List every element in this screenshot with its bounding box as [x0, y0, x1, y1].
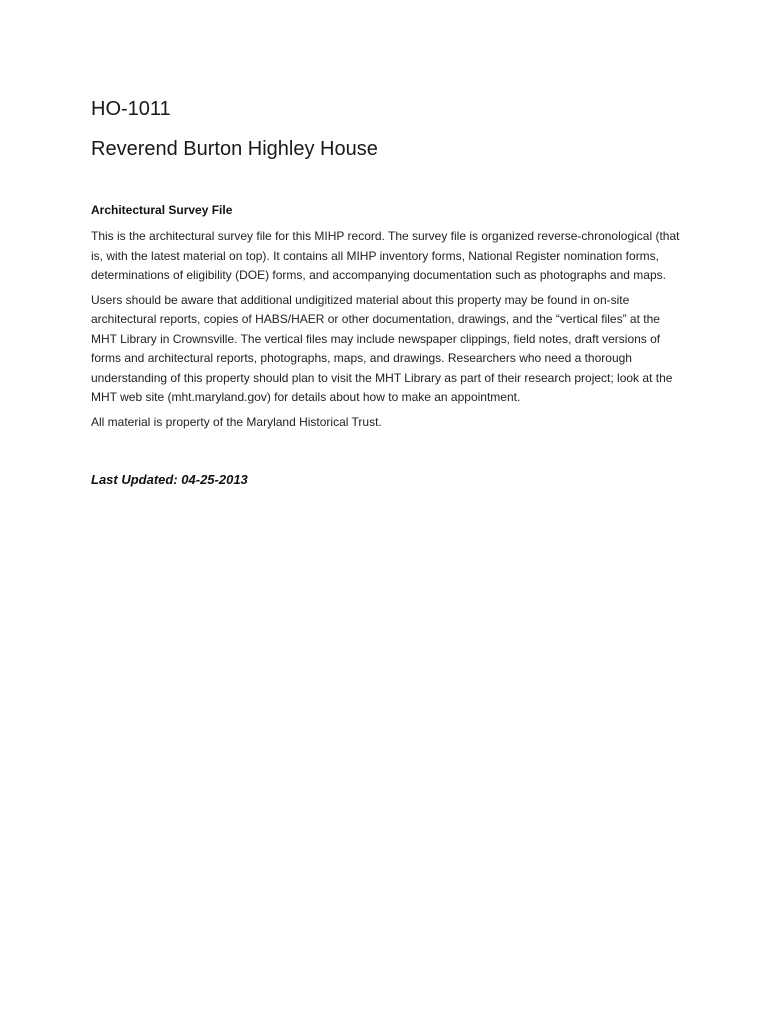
- document-title: Reverend Burton Highley House: [91, 138, 378, 160]
- last-updated: Last Updated: 04-25-2013: [91, 472, 248, 487]
- paragraph-undigitized-material: Users should be aware that additional undigitized material about this property may be found in on-site architectural reports, copies of HABS/HAER or other documentation, drawings, and the “vertical files” at the MHT Library in Crownsville. The vertical files may include newspaper clippings, field notes, draft versions of forms and architectural reports, photographs, maps, and drawings. Researchers who need a thorough understanding of this property should plan to visit the MHT Library as part of their research project; look at the MHT web site (mht.maryland.gov) for details about how to make an appointment.: [91, 292, 673, 404]
- paragraph-survey-file: This is the architectural survey file for this MIHP record. The survey file is organized reverse-chronological (that is, with the latest material on top). It contains all MIHP inventory forms, National Register nomination forms, determinations of eligibility (DOE) forms, and accompanying documentation such as photographs and maps.: [91, 229, 680, 282]
- document-id: HO-1011: [91, 98, 171, 120]
- paragraph-property-notice: All material is property of the Maryland Historical Trust.: [91, 414, 382, 429]
- section-heading: Architectural Survey File: [91, 203, 233, 217]
- document-content: [91, 96, 681, 489]
